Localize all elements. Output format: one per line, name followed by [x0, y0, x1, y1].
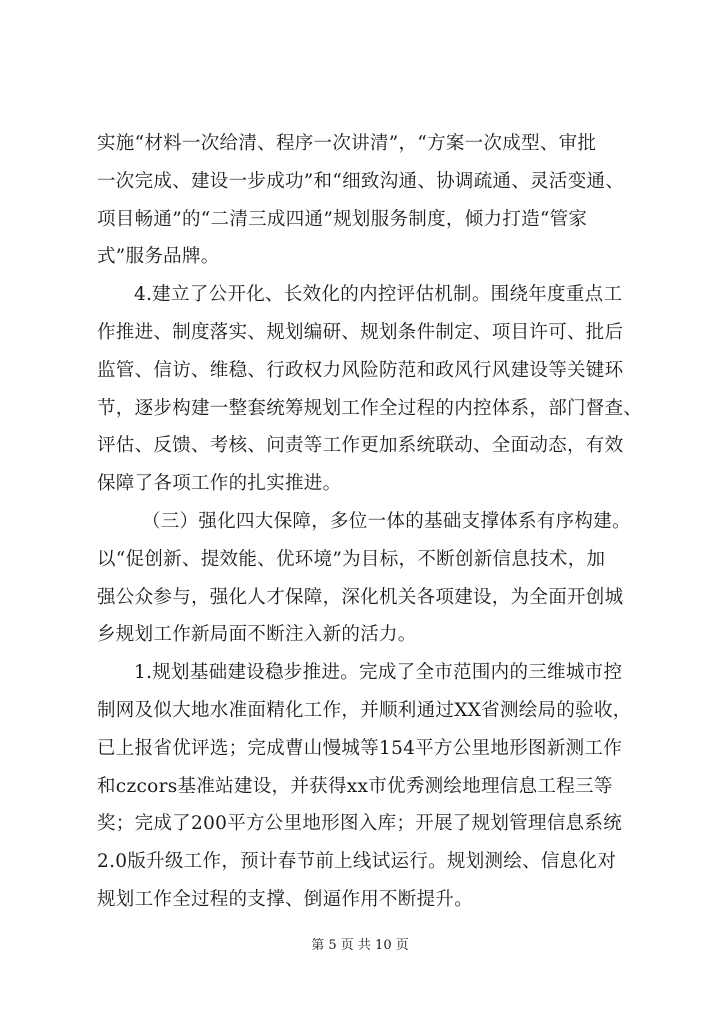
text-line: 规划工作全过程的支撑、倒逼作用不断提升。 — [97, 888, 474, 910]
text-line: 一次完成、建设一步成功”和“细致沟通、协调疏通、灵活变通、 — [97, 170, 625, 192]
text-line: 评估、反馈、考核、问责等工作更加系统联动、全面动态，有效 — [97, 435, 624, 457]
text-line: 实施“材料一次给清、程序一次讲清”，“方案一次成型、审批 — [97, 133, 597, 154]
text-line: 作推进、制度落实、规划编研、规划条件制定、项目许可、批后 — [97, 321, 624, 343]
text-line: 2.0版升级工作，预计春节前上线试运行。规划测绘、信息化对 — [97, 851, 617, 873]
text-line: 已上报省优评选；完成曹山慢城等154平方公里地形图新测工作 — [97, 737, 623, 759]
text-line: 奖；完成了200平方公里地形图入库；开展了规划管理信息系统 — [97, 813, 623, 835]
text-line: 以“促创新、提效能、优环境”为目标，不断创新信息技术，加 — [97, 548, 606, 570]
text-line: 制网及似大地水准面精化工作，并顺利通过XX省测绘局的验收， — [97, 699, 632, 721]
text-line: 节，逐步构建一整套统筹规划工作全过程的内控体系，部门督查、 — [97, 397, 643, 419]
text-line: 保障了各项工作的扎实推进。 — [97, 473, 342, 495]
text-line: 和czcors基准站建设，并获得xx市优秀测绘地理信息工程三等 — [97, 775, 613, 797]
text-line: 监管、信访、维稳、行政权力风险防范和政风行风建设等关键环 — [97, 359, 624, 381]
text-line: 项目畅通”的“二清三成四通”规划服务制度，倾力打造“管家 — [97, 208, 588, 230]
section-heading-line: （三）强化四大保障，多位一体的基础支撑体系有序构建。 — [142, 510, 631, 532]
page-number-footer: 第 5 页 共 10 页 — [311, 938, 409, 953]
document-body — [97, 125, 642, 919]
text-line: 乡规划工作新局面不断注入新的活力。 — [97, 624, 417, 646]
text-line: 式”服务品牌。 — [97, 246, 220, 268]
text-line: 强公众参与，强化人才保障，深化机关各项建设，为全面开创城 — [97, 586, 624, 608]
paragraph-start-line: 1.规划基础建设稳步推进。完成了全市范围内的三维城市控 — [134, 662, 623, 684]
paragraph-start-line: 4.建立了公开化、长效化的内控评估机制。围绕年度重点工 — [134, 284, 623, 306]
